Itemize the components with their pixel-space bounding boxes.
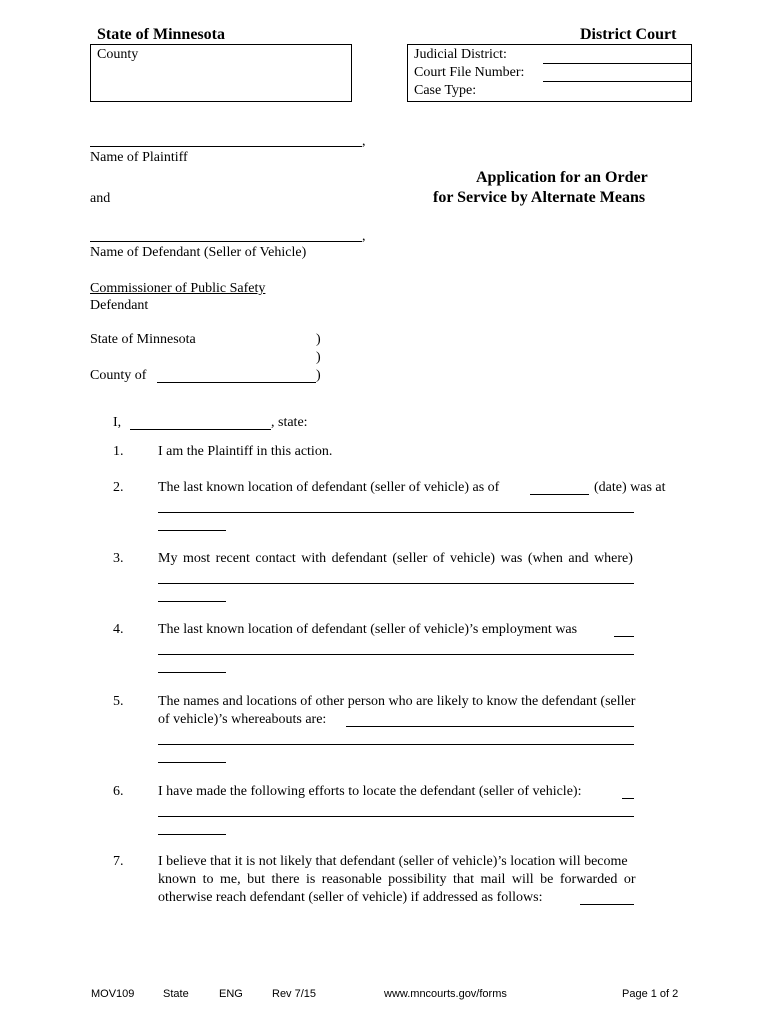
item-4-number: 4. <box>113 622 124 637</box>
item-2-date-field[interactable] <box>530 494 589 495</box>
item-5-text-line2: of vehicle)’s whereabouts are: <box>158 712 327 727</box>
item-4-answer-line-1[interactable] <box>158 654 634 655</box>
state-heading: State of Minnesota <box>97 26 225 43</box>
item-4-text: The last known location of defendant (seller of vehicle)’s employment was <box>158 622 578 637</box>
affiant-name-field[interactable] <box>130 429 271 430</box>
court-file-label: Court File Number: <box>414 65 525 80</box>
item-3-number: 3. <box>113 551 124 566</box>
and-label: and <box>90 191 111 206</box>
county-box[interactable] <box>90 44 352 102</box>
venue-state: State of Minnesota <box>90 332 196 347</box>
item-6-number: 6. <box>113 784 124 799</box>
item-5-answer-line-1[interactable] <box>158 744 634 745</box>
footer-website[interactable]: www.mncourts.gov/forms <box>384 988 507 1000</box>
item-1-number: 1. <box>113 444 124 459</box>
item-7-number: 7. <box>113 854 124 869</box>
item-5-inline-field[interactable] <box>346 726 634 727</box>
item-2-answer-line-2[interactable] <box>158 530 226 531</box>
footer-revision: Rev 7/15 <box>272 988 317 1000</box>
commissioner-role: Defendant <box>90 298 149 313</box>
item-6-inline-field[interactable] <box>622 798 634 799</box>
case-type-label: Case Type: <box>414 83 477 98</box>
footer-jurisdiction: State <box>163 988 189 1000</box>
item-6-answer-line-1[interactable] <box>158 816 634 817</box>
item-7-text-line2: known to me, but there is reasonable possibility that mail will be forwarded or <box>158 872 636 887</box>
commissioner-label: Commissioner of Public Safety <box>90 281 266 296</box>
plaintiff-label: Name of Plaintiff <box>90 150 188 165</box>
venue-county-field[interactable] <box>157 382 316 383</box>
title-line1: Application for an Order <box>476 169 648 186</box>
item-5-answer-line-2[interactable] <box>158 762 226 763</box>
item-7-address-field[interactable] <box>580 904 634 905</box>
venue-paren-1: ) <box>316 332 321 347</box>
defendant-label: Name of Defendant (Seller of Vehicle) <box>90 245 307 260</box>
plaintiff-name-field[interactable] <box>90 146 362 147</box>
item-7-text-line1: I believe that it is not likely that defendant (seller of vehicle)’s location will become <box>158 854 628 869</box>
defendant-comma: , <box>362 229 366 244</box>
footer-language: ENG <box>219 988 243 1000</box>
item-4-inline-field[interactable] <box>614 636 634 637</box>
venue-paren-2: ) <box>316 350 321 365</box>
item-2-answer-line-1[interactable] <box>158 512 634 513</box>
item-6-answer-line-2[interactable] <box>158 834 226 835</box>
county-label: County <box>97 47 139 62</box>
item-5-number: 5. <box>113 694 124 709</box>
item-2-number: 2. <box>113 480 124 495</box>
judicial-district-field[interactable] <box>543 63 691 64</box>
item-2-text: The last known location of defendant (seller of vehicle) as of <box>158 480 500 495</box>
case-info-box <box>407 44 692 102</box>
title-line2: for Service by Alternate Means <box>433 189 646 206</box>
item-5-text-line1: The names and locations of other person who are likely to know the defendant (seller <box>158 694 636 709</box>
item-2-text-after: (date) was at <box>594 480 666 495</box>
court-heading: District Court <box>580 26 677 43</box>
footer-form-id: MOV109 <box>91 988 135 1000</box>
item-6-text: I have made the following efforts to locate the defendant (seller of vehicle): <box>158 784 582 799</box>
judicial-district-label: Judicial District: <box>414 47 507 62</box>
footer-page-number: Page 1 of 2 <box>622 988 679 1000</box>
item-3-answer-line-2[interactable] <box>158 601 226 602</box>
venue-county-label: County of <box>90 368 147 383</box>
item-7-text-line3: otherwise reach defendant (seller of vehicle) if addressed as follows: <box>158 890 543 905</box>
item-3-text: My most recent contact with defendant (seller of vehicle) was (when and where) <box>158 551 633 566</box>
intro-suffix: , state: <box>271 415 308 430</box>
item-1-text: I am the Plaintiff in this action. <box>158 444 333 459</box>
plaintiff-comma: , <box>362 134 366 149</box>
venue-paren-3: ) <box>316 368 321 383</box>
item-3-answer-line-1[interactable] <box>158 583 634 584</box>
court-file-field[interactable] <box>543 81 691 82</box>
defendant-name-field[interactable] <box>90 241 362 242</box>
item-4-answer-line-2[interactable] <box>158 672 226 673</box>
intro-prefix: I, <box>113 415 122 430</box>
